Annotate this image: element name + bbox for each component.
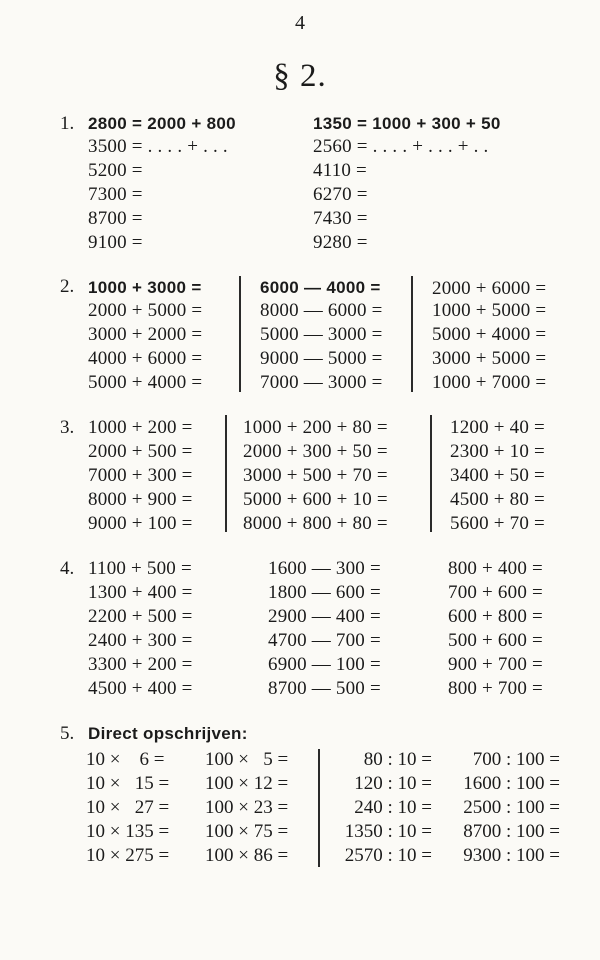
exercise-3-col3-line-2: 2300 + 10 = (450, 441, 545, 462)
exercise-5-col4-line-4: 8700 : 100 = (463, 821, 560, 842)
column-divider (225, 415, 227, 532)
exercise-5-number: 5. (60, 723, 75, 744)
exercise-3-col3-line-1: 1200 + 40 = (450, 417, 545, 438)
exercise-1-right-line-5: 7430 = (313, 208, 368, 229)
exercise-5-col4-line-1: 700 : 100 = (472, 749, 560, 770)
exercise-1-left-line-5: 8700 = (88, 208, 143, 229)
exercise-3-col1-line-1: 1000 + 200 = (88, 417, 193, 438)
exercise-5-col3-line-4: 1350 : 10 = (344, 821, 432, 842)
exercise-3-col2-line-4: 5000 + 600 + 10 = (243, 489, 388, 510)
exercise-3-col2-line-5: 8000 + 800 + 80 = (243, 513, 388, 534)
exercise-4-col1-line-4: 2400 + 300 = (88, 630, 193, 651)
exercise-3-col3-line-3: 3400 + 50 = (450, 465, 545, 486)
column-divider (411, 276, 413, 392)
exercise-5-col3-line-2: 120 : 10 = (354, 773, 432, 794)
exercise-2-col3-line-5: 1000 + 7000 = (432, 372, 547, 393)
exercise-1-left-line-3: 5200 = (88, 160, 143, 181)
exercise-3-col2-line-3: 3000 + 500 + 70 = (243, 465, 388, 486)
exercise-3-col1-line-4: 8000 + 900 = (88, 489, 193, 510)
exercise-5-heading: Direct opschrijven: (88, 724, 248, 743)
exercise-2-col1-line-4: 4000 + 6000 = (88, 348, 203, 369)
exercise-4-col1-line-2: 1300 + 400 = (88, 582, 193, 603)
exercise-2-col2-line-4: 9000 — 5000 = (260, 348, 383, 369)
exercise-2-col1-line-5: 5000 + 4000 = (88, 372, 203, 393)
exercise-1-left-line-4: 7300 = (88, 184, 143, 205)
exercise-4-col3-line-4: 500 + 600 = (448, 630, 543, 651)
page-number: 4 (295, 12, 305, 34)
exercise-4-col2-line-2: 1800 — 600 = (268, 582, 381, 603)
exercise-4-col3-line-1: 800 + 400 = (448, 558, 543, 579)
exercise-3-col1-line-3: 7000 + 300 = (88, 465, 193, 486)
exercise-5-col2-line-3: 100 × 23 = (205, 797, 289, 818)
exercise-5-col4-line-3: 2500 : 100 = (463, 797, 560, 818)
exercise-3-col2-line-1: 1000 + 200 + 80 = (243, 417, 388, 438)
exercise-2-col3-line-2: 1000 + 5000 = (432, 300, 547, 321)
exercise-3-col2-line-2: 2000 + 300 + 50 = (243, 441, 388, 462)
exercise-5-col1-line-2: 10 × 15 = (86, 773, 170, 794)
exercise-2-col3-line-1: 2000 + 6000 = (432, 278, 547, 299)
exercise-5-col1-line-5: 10 × 275 = (86, 845, 170, 866)
exercise-5-col1-line-4: 10 × 135 = (86, 821, 170, 842)
exercise-3-number: 3. (60, 417, 75, 438)
exercise-2-col1-line-3: 3000 + 2000 = (88, 324, 203, 345)
exercise-5-col1-line-3: 10 × 27 = (86, 797, 170, 818)
exercise-4-col2-line-5: 6900 — 100 = (268, 654, 381, 675)
exercise-4-col2-line-1: 1600 — 300 = (268, 558, 381, 579)
exercise-4-number: 4. (60, 558, 75, 579)
exercise-2-col2-line-3: 5000 — 3000 = (260, 324, 383, 345)
exercise-5-col3-line-3: 240 : 10 = (354, 797, 432, 818)
exercise-2-col2-line-1: 6000 — 4000 = (260, 278, 381, 297)
column-divider (318, 749, 320, 867)
exercise-2-col2-line-5: 7000 — 3000 = (260, 372, 383, 393)
exercise-1-right-line-4: 6270 = (313, 184, 368, 205)
exercise-2-col1-line-2: 2000 + 5000 = (88, 300, 203, 321)
exercise-1-number: 1. (60, 113, 75, 134)
section-title: § 2. (273, 58, 327, 94)
exercise-4-col3-line-2: 700 + 600 = (448, 582, 543, 603)
exercise-5-col4-line-5: 9300 : 100 = (463, 845, 560, 866)
exercise-5-col2-line-2: 100 × 12 = (205, 773, 289, 794)
exercise-1-right-line-2: 2560 = . . . . + . . . + . . (313, 136, 489, 157)
exercise-3-col3-line-4: 4500 + 80 = (450, 489, 545, 510)
exercise-5-col2-line-1: 100 × 5 = (205, 749, 289, 770)
exercise-1-right-line-1: 1350 = 1000 + 300 + 50 (313, 114, 501, 133)
exercise-3-col1-line-2: 2000 + 500 = (88, 441, 193, 462)
exercise-1-right-line-6: 9280 = (313, 232, 368, 253)
exercise-4-col1-line-1: 1100 + 500 = (88, 558, 192, 579)
exercise-4-col3-line-6: 800 + 700 = (448, 678, 543, 699)
exercise-2-col1-line-1: 1000 + 3000 = (88, 278, 202, 297)
exercise-3-col1-line-5: 9000 + 100 = (88, 513, 193, 534)
exercise-1-left-line-1: 2800 = 2000 + 800 (88, 114, 236, 133)
exercise-5-col2-line-5: 100 × 86 = (205, 845, 289, 866)
exercise-4-col3-line-5: 900 + 700 = (448, 654, 543, 675)
exercise-4-col3-line-3: 600 + 800 = (448, 606, 543, 627)
exercise-4-col1-line-3: 2200 + 500 = (88, 606, 193, 627)
exercise-4-col1-line-6: 4500 + 400 = (88, 678, 193, 699)
exercise-5-col1-line-1: 10 × 6 = (86, 749, 165, 770)
exercise-5-col3-line-1: 80 : 10 = (363, 749, 432, 770)
column-divider (430, 415, 432, 532)
exercise-4-col2-line-4: 4700 — 700 = (268, 630, 381, 651)
column-divider (239, 276, 241, 392)
exercise-2-col3-line-4: 3000 + 5000 = (432, 348, 547, 369)
exercise-5-col2-line-4: 100 × 75 = (205, 821, 289, 842)
exercise-2-col2-line-2: 8000 — 6000 = (260, 300, 383, 321)
exercise-4-col1-line-5: 3300 + 200 = (88, 654, 193, 675)
exercise-2-col3-line-3: 5000 + 4000 = (432, 324, 547, 345)
exercise-1-left-line-2: 3500 = . . . . + . . . (88, 136, 228, 157)
exercise-2-number: 2. (60, 276, 75, 297)
exercise-1-right-line-3: 4110 = (313, 160, 367, 181)
exercise-3-col3-line-5: 5600 + 70 = (450, 513, 545, 534)
exercise-5-col4-line-2: 1600 : 100 = (463, 773, 560, 794)
exercise-1-left-line-6: 9100 = (88, 232, 143, 253)
exercise-5-col3-line-5: 2570 : 10 = (344, 845, 432, 866)
exercise-4-col2-line-6: 8700 — 500 = (268, 678, 381, 699)
exercise-4-col2-line-3: 2900 — 400 = (268, 606, 381, 627)
